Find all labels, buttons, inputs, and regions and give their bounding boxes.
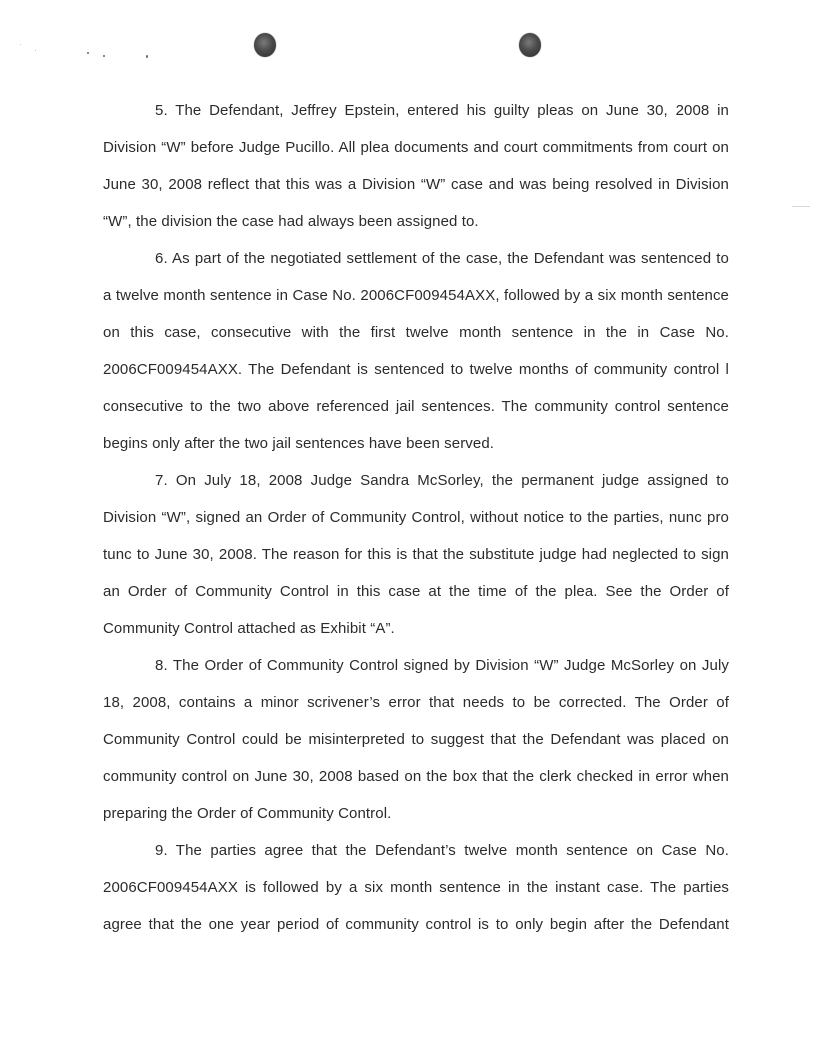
paragraph-5: 5. The Defendant, Jeffrey Epstein, entered his guilty pleas on June 30, 2008 in Division “W” before Judge Pucillo. All plea documents and court commitments from court on June 30, 2008 reflect that this was a Division “W” case and was being resolved in Division “W”, the division the case had always been assigned to.	[103, 102, 729, 230]
punch-hole-right	[519, 33, 541, 57]
document-body	[103, 92, 729, 943]
scan-edge-mark	[792, 206, 810, 207]
paragraph-6: 6. As part of the negotiated settlement of the case, the Defendant was sentenced to a twelve month sentence in Case No. 2006CF009454AXX, followed by a six month sentence on this case, consecutive with the first twelve month sentence in the in Case No. 2006CF009454AXX. The Defendant is sentenced to twelve months of community control l consecutive to the two above referenced jail sentences. The community control sentence begins only after the two jail sentences have been served.	[103, 250, 729, 452]
paragraph-8: 8. The Order of Community Control signed by Division “W” Judge McSorley on July 18, 2008, contains a minor scrivener’s error that needs to be corrected. The Order of Community Control could be misinterpreted to suggest that the Defendant was placed on community control on June 30, 2008 based on the box that the clerk checked in error when preparing the Order of Community Control.	[103, 657, 729, 822]
paragraph-7: 7. On July 18, 2008 Judge Sandra McSorley, the permanent judge assigned to Division “W”, signed an Order of Community Control, without notice to the parties, nunc pro tunc to June 30, 2008. The reason for this is that the substitute judge had neglected to sign an Order of Community Control in this case at the time of the plea. See the Order of Community Control attached as Exhibit “A”.	[103, 472, 729, 637]
punch-hole-left	[254, 33, 276, 57]
paragraph-9: 9. The parties agree that the Defendant’s twelve month sentence on Case No. 2006CF009454AXX is followed by a six month sentence in the instant case. The parties agree that the one year period of community control is to only begin after the Defendant	[103, 842, 729, 933]
